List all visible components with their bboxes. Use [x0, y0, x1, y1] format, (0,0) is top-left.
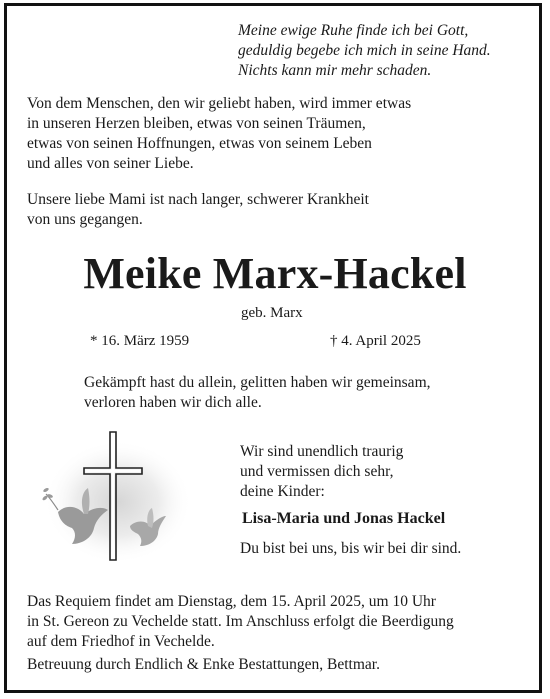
requiem-paragraph — [27, 592, 454, 652]
death-date: † 4. April 2025 — [330, 333, 421, 349]
family-message-line: deine Kinder: — [240, 483, 325, 500]
notice-paragraph — [27, 190, 369, 230]
cross-with-doves-icon — [36, 428, 196, 568]
fought-line: verloren haben wir dich alle. — [84, 394, 262, 411]
birth-date: * 16. März 1959 — [90, 333, 190, 349]
fought-paragraph — [84, 373, 431, 413]
family-message — [240, 442, 403, 502]
children-names: Lisa-Maria und Jonas Hackel — [242, 510, 446, 527]
deceased-name: Meike Marx-Hackel — [83, 249, 467, 298]
intro-line: und alles von seiner Liebe. — [27, 155, 194, 172]
closing-motto: Du bist bei uns, bis wir bei dir sind. — [240, 540, 462, 557]
notice-line: Unsere liebe Mami ist nach langer, schwerer Krankheit — [27, 191, 369, 208]
funeral-home: Betreuung durch Endlich & Enke Bestattungen, Bettmar. — [27, 656, 380, 673]
family-message-line: Wir sind unendlich traurig — [240, 443, 404, 460]
requiem-line: in St. Gereon zu Vechelde statt. Im Anschluss erfolgt die Beerdigung — [27, 613, 454, 630]
motto-line: Nichts kann mir mehr schaden. — [238, 62, 432, 79]
motto-line: geduldig begebe ich mich in seine Hand. — [238, 42, 491, 59]
requiem-line: Das Requiem findet am Dienstag, dem 15. April 2025, um 10 Uhr — [27, 593, 436, 610]
intro-line: Von dem Menschen, den wir geliebt haben, wird immer etwas — [27, 95, 412, 112]
motto-line: Meine ewige Ruhe finde ich bei Gott, — [238, 22, 469, 39]
notice-line: von uns gegangen. — [27, 211, 143, 228]
intro-paragraph — [27, 94, 411, 174]
intro-line: etwas von seinen Hoffnungen, etwas von seinem Leben — [27, 135, 372, 152]
requiem-line: auf dem Friedhof in Vechelde. — [27, 633, 215, 650]
motto — [238, 21, 491, 81]
fought-line: Gekämpft hast du allein, gelitten haben wir gemeinsam, — [84, 374, 431, 391]
maiden-name: geb. Marx — [241, 305, 303, 321]
intro-line: in unseren Herzen bleiben, etwas von seinen Träumen, — [27, 115, 366, 132]
family-message-line: und vermissen dich sehr, — [240, 463, 394, 480]
